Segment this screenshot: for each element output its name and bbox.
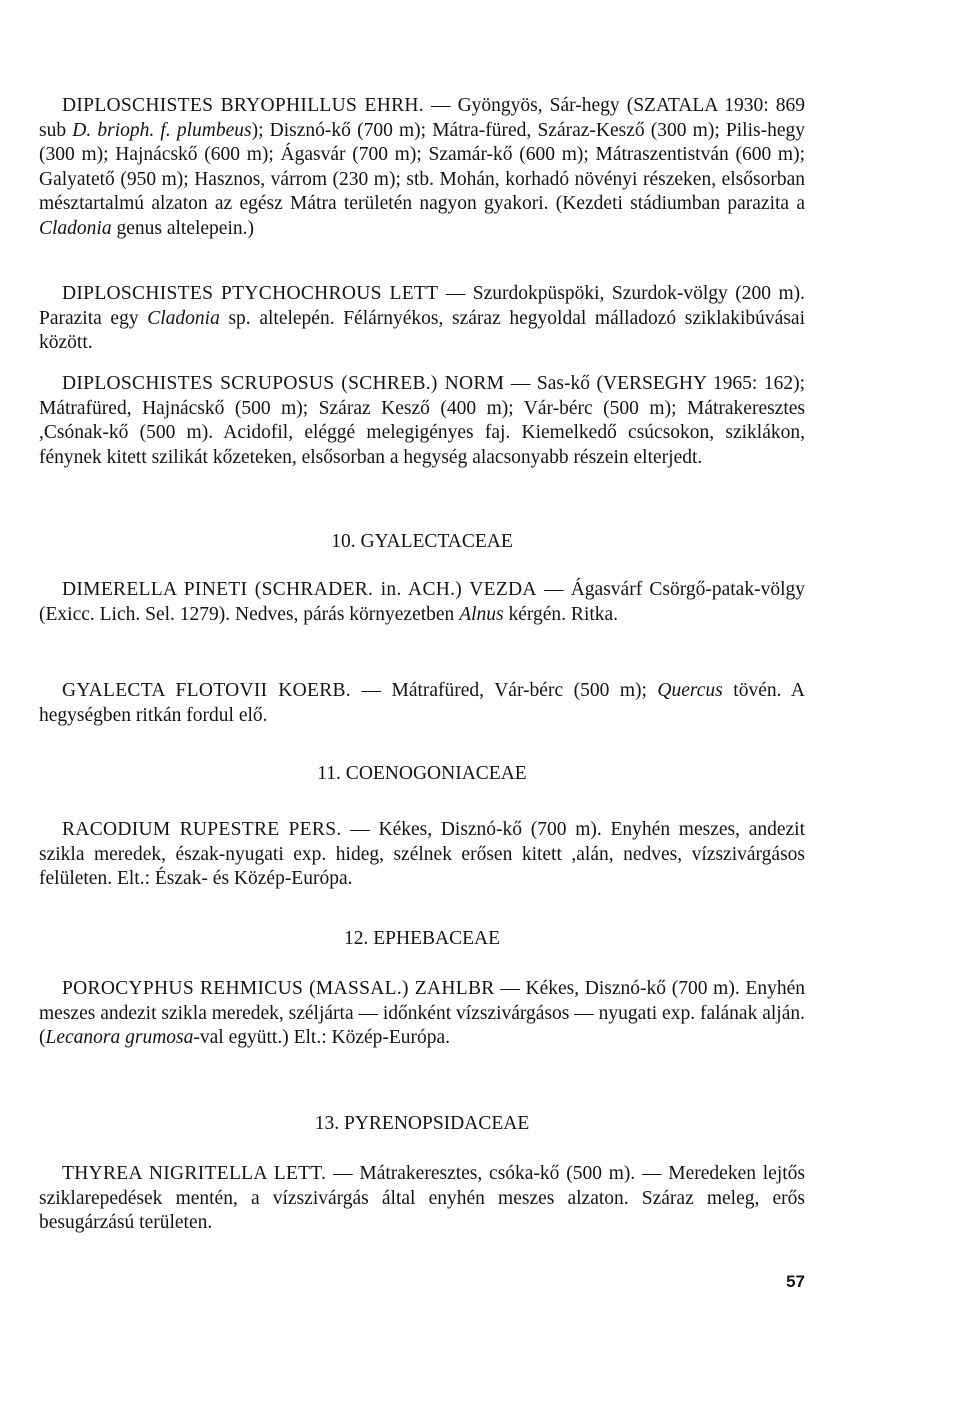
entry-porocyphus-rehmicus	[39, 977, 805, 1051]
entry-thyrea-nigritella	[39, 1162, 805, 1236]
separator: —	[326, 1163, 360, 1184]
page-number: 57	[786, 1272, 805, 1291]
family-heading-pyrenopsidaceae: 13. PYRENOPSIDACEAE	[314, 1113, 530, 1134]
species-name: POROCYPHUS REHMICUS (MASSAL.) ZAHLBR	[62, 978, 495, 999]
entry-gyalecta-flotovii	[39, 679, 805, 728]
separator: —	[423, 95, 458, 116]
species-name: RACODIUM RUPESTRE PERS.	[62, 819, 342, 840]
entry-text: Mátrakeresztes, csóka-kő (500 m). — Meredeken lejtős sziklarepedések mentén, a vízszivárgás által enyhén meszes alzaton. Száraz meleg, erős besugárzású területen.	[39, 1163, 806, 1233]
entry-text: sp. altelepén. Félárnyékos, száraz hegyoldal málladozó sziklakibúvásai között.	[39, 307, 805, 353]
entry-diploschistes-ptychochrous	[39, 282, 805, 356]
species-name: DIMERELLA PINETI (SCHRADER. in. ACH.) VEZDA	[62, 579, 537, 600]
entry-text: Szurdokpüspöki, Szurdok-völgy (200 m). Parazita egy	[39, 283, 806, 329]
entry-text: Ágasvárf Csörgő-patak-völgy (Exicc. Lich. Sel. 1279). Nedves, párás környezetben	[39, 579, 806, 625]
species-name: GYALECTA FLOTOVII KOERB.	[62, 680, 351, 701]
entry-text: kérgén. Ritka.	[503, 603, 619, 625]
family-heading-coenogoniaceae: 11. COENOGONIACEAE	[317, 763, 527, 784]
family-heading-gyalectaceae: 10. GYALECTACEAE	[331, 531, 513, 552]
entry-text: genus altelepein.)	[111, 217, 254, 239]
italic-taxon: Alnus	[459, 603, 504, 625]
entry-dimerella-pineti	[39, 578, 805, 627]
entry-text: Kékes, Disznó-kő (700 m). Enyhén meszes, andezit szikla meredek, észak-nyugati exp. hideg, szélnek erősen kitett ,alán, nedves, vízszivárgásos felületen. Elt.: Észak- és Közép-Európa.	[39, 819, 806, 889]
entry-text: -val együtt.) Elt.: Közép-Európa.	[193, 1027, 451, 1048]
species-name: THYREA NIGRITELLA LETT.	[62, 1163, 327, 1184]
separator: —	[536, 579, 571, 600]
entry-text: Sas-kő (VERSEGHY 1965: 162); Mátrafüred, Hajnácskő (500 m); Száraz Kesző (400 m); Vár-bérc (500 m); Mátrakeresztes ,Csónak-kő (500 m). Acidofil, eléggé melegigényes faj. Kiemelkedő csúcsokon, sziklákon, fénynek kitett szilikát kőzeteken, elsősorban a hegység alacsonyabb részein elterjedt.	[39, 373, 806, 468]
entry-text: Mátrafüred, Vár-bérc (500 m);	[391, 680, 658, 701]
italic-taxon: Lecanora grumosa	[45, 1027, 194, 1048]
separator: —	[350, 680, 392, 701]
italic-taxon: D. brioph. f. plumbeus	[72, 119, 252, 141]
species-name: DIPLOSCHISTES PTYCHOCHROUS LETT	[62, 283, 439, 304]
italic-taxon: Cladonia	[39, 217, 112, 239]
entry-text: ); Disznó-kő (700 m); Mátra-füred, Száraz-Kesző (300 m); Pilis-hegy (300 m); Hajnácskő (600 m); Ágasvár (700 m); Szamár-kő (600 m); Mátraszentistván (600 m); Galyatető (950 m); Hasznos, várrom (230 m); stb. Mohán, korhadó növényi részeken, elsősorban mésztartalmú alzaton az egész Mátra területén nagyon gyakori. (Kezdeti stádiumban parazita a	[39, 119, 806, 214]
separator: —	[341, 819, 379, 840]
entry-text: Gyöngyös, Sár-hegy (SZATALA 1930: 869 sub	[39, 95, 805, 141]
entry-text: tövén. A hegységben ritkán fordul elő.	[39, 680, 805, 726]
italic-taxon: Cladonia	[147, 307, 220, 329]
entry-diploschistes-scruposus	[39, 372, 805, 470]
entry-racodium-rupestre	[39, 818, 805, 892]
entry-text: Kékes, Disznó-kő (700 m). Enyhén meszes andezit szikla meredek, széljárta — időnként vízszivárgásos — nyugati exp. falának alján. (	[39, 978, 805, 1048]
species-name: DIPLOSCHISTES SCRUPOSUS (SCHREB.) NORM	[62, 373, 505, 394]
entry-diploschistes-bryophillus	[39, 94, 805, 241]
separator: —	[494, 978, 526, 999]
separator: —	[438, 283, 473, 304]
italic-taxon: Quercus	[657, 680, 723, 701]
species-name: DIPLOSCHISTES BRYOPHILLUS EHRH.	[62, 95, 424, 116]
separator: —	[504, 373, 537, 394]
family-heading-ephebaceae: 12. EPHEBACEAE	[344, 928, 500, 949]
